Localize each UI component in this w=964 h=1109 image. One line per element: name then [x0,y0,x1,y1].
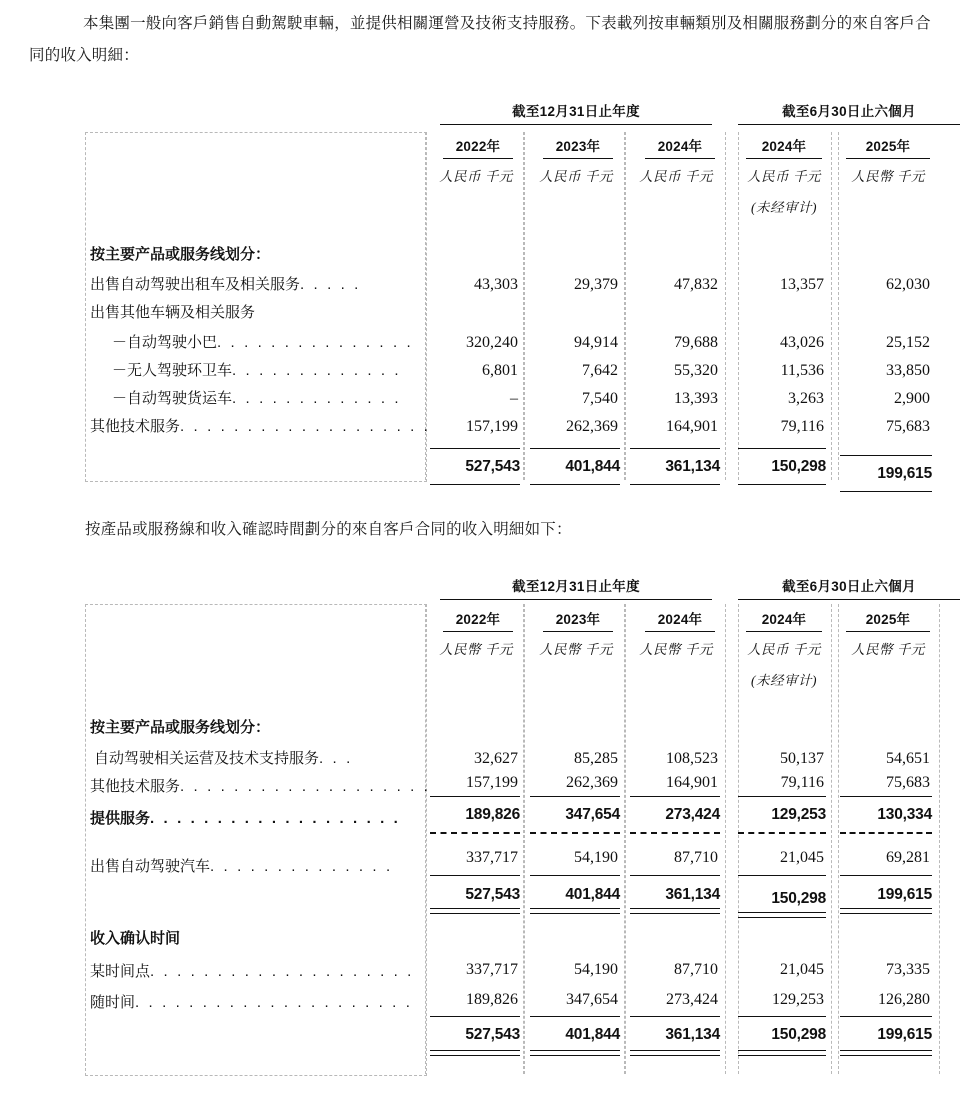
table2-timing-cell: 347,654 [566,991,618,1008]
table1-row-0-label: 出售自动驾驶出租车及相关服务 [90,276,301,293]
table2-cell: 32,627 [474,750,518,767]
table2-row-0-label: 自动驾驶相关运营及技术支持服务 [94,750,320,767]
table1-cell: 29,379 [574,276,618,293]
table1-cell: 6,801 [482,362,518,379]
table2-year-2024-interim: 2024年 [746,608,822,632]
table2-cell: 85,285 [574,750,618,767]
table1-year-2025: 2025年 [846,135,930,159]
table2-total-cell: 401,844 [565,886,620,903]
table1-row-label [112,356,401,386]
table1-row-3-label: －无人驾驶环卫车 [112,362,233,379]
table1-total-underline [840,491,932,492]
table2-unit-2025: 人民幣 千元 [851,642,925,657]
table1-unit-2024-interim: 人民币 千元 [747,169,821,184]
table2-timing-total-rule [840,1016,932,1017]
table2-unit-2024-annual: 人民幣 千元 [639,642,713,657]
table1-cell: 75,683 [886,418,930,435]
table2-year-2022: 2022年 [443,608,513,632]
leader-dots: . . . . . . . . . . . . . . . . . . . [180,418,431,435]
intro-paragraph: 本集團一般向客戶銷售自動駕駛車輛，並提供相關運營及技術支持服務。下表載列按車輛類別及相關服務劃分的來自客戶合同的收入明細： [29,15,931,64]
table1-cell: 13,357 [780,276,824,293]
table2-total-double-rule [430,908,520,914]
table2-total-rule [738,875,826,876]
table2-subtotal-rule [840,796,932,797]
table2-subtotal-cell: 347,654 [565,806,620,823]
table2-timing-cell: 87,710 [674,961,718,978]
table1-total-rule [630,448,720,449]
table2-total-cell: 150,298 [771,890,826,907]
table2-subtotal-cell: 273,424 [665,806,720,823]
table1-cell: 79,688 [674,334,718,351]
table2-subtotal-label: 提供服务 [90,810,151,827]
table2-timing-0-label: 某时间点 [90,963,151,980]
table2-total-cell: 527,543 [465,886,520,903]
leader-dots: . . . . . . . . . . . . . . . . . . . . [150,963,414,980]
table1-cell: 7,540 [582,390,618,407]
table2-timing-total-rule [738,1016,826,1017]
table2-total-double-rule [530,908,620,914]
table2-timing-total-rule [530,1016,620,1017]
table1-cell: 262,369 [566,418,618,435]
table2-subtotal-dashed-rule [630,832,720,834]
table1-cell: 25,152 [886,334,930,351]
table2-timing-cell: 337,717 [466,961,518,978]
table2-group-header-annual: 截至12月31日止年度 [440,575,712,600]
table2-cell: 262,369 [566,774,618,791]
table2-subtotal-rule [738,796,826,797]
table2-timing-cell: 273,424 [666,991,718,1008]
leader-dots: . . . . . . . . . . . . . . . [217,334,414,351]
table2-year-2025: 2025年 [846,608,930,632]
table1-unit-2025: 人民幣 千元 [851,169,925,184]
table2-cell: 69,281 [886,849,930,866]
table2-timing-total-double-rule [530,1050,620,1056]
table2-unit-2022: 人民幣 千元 [439,642,513,657]
table2-total-cell: 199,615 [877,886,932,903]
table2-subtotal-dashed-rule [840,832,932,834]
table1-total-cell: 150,298 [771,458,826,475]
table2-subtotal-cell: 130,334 [877,806,932,823]
table2-cell: 75,683 [886,774,930,791]
table1-total-cell: 199,615 [877,465,932,482]
table2-timing-cell: 126,280 [878,991,930,1008]
table1-total-underline [738,484,826,485]
middle-paragraph: 按產品或服務線和收入確認時間劃分的來自客戶合同的收入明細如下： [85,521,572,538]
table2-subtotal-dashed-rule [430,832,520,834]
table1-cell: 320,240 [466,334,518,351]
table1-cell: 157,199 [466,418,518,435]
table1-year-2024-interim: 2024年 [746,135,822,159]
table1-total-cell: 527,543 [465,458,520,475]
table1-total-cell: 361,134 [665,458,720,475]
table2-unit-2023: 人民幣 千元 [539,642,613,657]
table2-cell: 79,116 [780,774,824,791]
table2-total-rule [630,875,720,876]
table2-unit-note-2024-interim: (未经审计) [751,673,817,688]
table1-row-label [112,384,401,414]
table1-cell: 33,850 [886,362,930,379]
table2-cell: 108,523 [666,750,718,767]
table1-total-underline [630,484,720,485]
leader-dots: . . . . . [300,276,361,293]
table1-cell: 43,026 [780,334,824,351]
table2-subtotal-rule [530,796,620,797]
table1-row-label [90,270,361,300]
table2-section-title: 按主要产品或服务线划分： [90,719,271,736]
leader-dots: . . . . . . . . . . . . . . . . . . . [150,810,401,827]
table1-unit-2022: 人民币 千元 [439,169,513,184]
leader-dots: . . . . . . . . . . . . . [232,362,402,379]
leader-dots: . . . . . . . . . . . . . [232,390,402,407]
table1-total-rule [738,448,826,449]
table2-after-subtotal-label: 出售自动驾驶汽车 [90,858,211,875]
table1-total-rule [430,448,520,449]
table2-cell: 87,710 [674,849,718,866]
table2-year-2023: 2023年 [543,608,613,632]
table2-total-rule [840,875,932,876]
table1-cell: 11,536 [780,362,824,379]
table2-total-double-rule [738,912,826,918]
table1-row-5-label: 其他技术服务 [90,418,181,435]
table1-section-title: 按主要产品或服务线划分： [90,246,271,263]
table2-year-2024-annual: 2024年 [645,608,715,632]
table2-timing-cell: 54,190 [574,961,618,978]
table2-cell: 54,651 [886,750,930,767]
table2-subtotal-dashed-rule [530,832,620,834]
table1-total-rule [840,455,932,456]
table1-cell: 164,901 [666,418,718,435]
leader-dots: . . . . . . . . . . . . . . [210,858,393,875]
table1-unit-2024-annual: 人民币 千元 [639,169,713,184]
table2-timing-cell: 129,253 [772,991,824,1008]
table1-year-2024-annual: 2024年 [645,135,715,159]
table2-cell: 21,045 [780,849,824,866]
table1-row-4-label: －自动驾驶货运车 [112,390,233,407]
table2-subtotal-rule [430,796,520,797]
table2-timing-title: 收入确认时间 [90,930,181,947]
table2-timing-total-double-rule [630,1050,720,1056]
table2-total-double-rule [840,908,932,914]
table1-total-cell: 401,844 [565,458,620,475]
table1-row-2-label: －自动驾驶小巴 [112,334,218,351]
table2-total-rule [430,875,520,876]
table2-subtotal-rule [630,796,720,797]
table2-cell: 50,137 [780,750,824,767]
table1-row-label [112,328,413,358]
table2-timing-total-rule [630,1016,720,1017]
table1-unit-2023: 人民币 千元 [539,169,613,184]
table1-cell: 13,393 [674,390,718,407]
table2-timing-row-label [90,988,412,1018]
table2-cell: 164,901 [666,774,718,791]
table2-subtotal-cell: 129,253 [771,806,826,823]
table2-timing-total-cell: 361,134 [665,1026,720,1043]
table2-cell: 157,199 [466,774,518,791]
table2-subtotal-label-wrap [90,804,400,834]
table2-unit-2024-interim: 人民币 千元 [747,642,821,657]
table2-cell: 337,717 [466,849,518,866]
table2-timing-total-rule [430,1016,520,1017]
table2-cell: 54,190 [574,849,618,866]
table2-total-double-rule [630,908,720,914]
table1-total-rule [530,448,620,449]
table2-row-label [94,744,353,774]
table2-timing-cell: 189,826 [466,991,518,1008]
leader-dots: . . . [319,750,353,767]
table2-total-cell: 361,134 [665,886,720,903]
table2-subtotal-dashed-rule [738,832,826,834]
table2-row-label [90,852,393,882]
table2-timing-total-cell: 401,844 [565,1026,620,1043]
table1-cell: 94,914 [574,334,618,351]
table1-cell: 79,116 [780,418,824,435]
table2-timing-total-cell: 527,543 [465,1026,520,1043]
table1-cell: 2,900 [894,390,930,407]
table1-cell: 55,320 [674,362,718,379]
table1-year-2023: 2023年 [543,135,613,159]
table1-total-underline [430,484,520,485]
table1-group-header-interim: 截至6月30日止六個月 [738,100,960,125]
table2-timing-total-cell: 150,298 [771,1026,826,1043]
table2-timing-1-label: 随时间 [90,994,136,1011]
table2-row-label [90,772,430,802]
table2-total-rule [530,875,620,876]
table2-timing-cell: 73,335 [886,961,930,978]
table1-cell: 3,263 [788,390,824,407]
table1-cell: 43,303 [474,276,518,293]
table1-cell: 7,642 [582,362,618,379]
table1-cell: – [510,390,518,407]
table2-timing-row-label [90,957,414,987]
table1-row-label [90,412,430,442]
table2-timing-total-double-rule [430,1050,520,1056]
table2-timing-total-cell: 199,615 [877,1026,932,1043]
table2-timing-cell: 21,045 [780,961,824,978]
table2-subtotal-cell: 189,826 [465,806,520,823]
table1-cell: 47,832 [674,276,718,293]
table2-group-header-interim: 截至6月30日止六個月 [738,575,960,600]
table1-total-underline [530,484,620,485]
leader-dots: . . . . . . . . . . . . . . . . . . . . . [135,994,413,1011]
table1-group-header-annual: 截至12月31日止年度 [440,100,712,125]
table1-cell: 62,030 [886,276,930,293]
table2-timing-total-double-rule [840,1050,932,1056]
table1-unit-note-2024-interim: (未经审计) [751,200,817,215]
table2-row-1-label: 其他技术服务 [90,778,181,795]
table1-row-1-label: 出售其他车辆及相关服务 [90,304,256,321]
leader-dots: . . . . . . . . . . . . . . . . . . . [180,778,431,795]
table2-timing-total-double-rule [738,1050,826,1056]
table1-year-2022: 2022年 [443,135,513,159]
